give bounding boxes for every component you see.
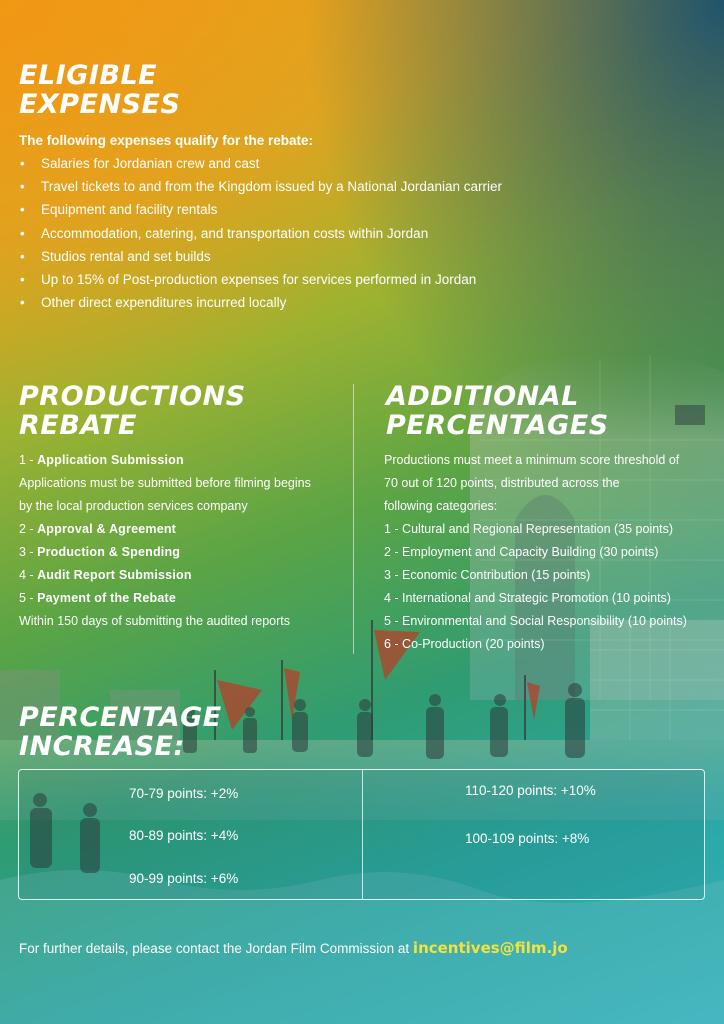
step-number: 1 - <box>19 453 38 467</box>
list-item: • Accommodation, catering, and transportation costs within Jordan <box>19 222 502 245</box>
heading-line: ADDITIONAL <box>386 381 579 412</box>
rebate-step-1 <box>19 449 349 472</box>
rebate-step-2 <box>19 518 349 541</box>
contact-footer <box>19 939 568 957</box>
list-item: • Equipment and facility rentals <box>19 198 502 221</box>
list-item: • Up to 15% of Post-production expenses for services performed in Jordan <box>19 268 502 291</box>
heading-line: PERCENTAGE <box>19 702 222 733</box>
category-item: 6 - Co-Production (20 points) <box>384 637 545 651</box>
criteria-intro: 70 out of 120 points, distributed across the <box>384 476 620 490</box>
step-title: Audit Report Submission <box>37 568 192 582</box>
step-number: 3 - <box>19 545 38 559</box>
contact-email-link[interactable]: incentives@film.jo <box>412 939 568 957</box>
rebate-step-3 <box>19 541 349 564</box>
eligible-lead-text: The following expenses qualify for the rebate: <box>19 133 314 148</box>
heading-line: PRODUCTIONS <box>19 381 246 412</box>
step-title: Application Submission <box>37 453 184 467</box>
criteria-intro: following categories: <box>384 499 498 513</box>
list-item: • Travel tickets to and from the Kingdom issued by a National Jordanian carrier <box>19 175 502 198</box>
productions-rebate-heading <box>19 382 246 440</box>
step-title: Approval & Agreement <box>37 522 177 536</box>
step-description: Applications must be submitted before filming begins <box>19 476 311 490</box>
step-description: Within 150 days of submitting the audited reports <box>19 614 290 628</box>
heading-line: INCREASE: <box>19 731 185 762</box>
category-item: 4 - International and Strategic Promotion (10 points) <box>384 591 671 605</box>
category-item: 3 - Economic Contribution (15 points) <box>384 568 591 582</box>
tier-item: 80-89 points: +4% <box>129 828 239 843</box>
heading-line: REBATE <box>19 410 137 441</box>
step-number: 5 - <box>19 591 38 605</box>
step-description: by the local production services company <box>19 499 248 513</box>
category-item: 2 - Employment and Capacity Building (30 points) <box>384 545 659 559</box>
list-item: • Other direct expenditures incurred locally <box>19 291 502 314</box>
rebate-steps <box>19 449 349 633</box>
percentage-increase-heading <box>19 703 222 761</box>
percentage-tiers-box <box>18 769 705 900</box>
rebate-step-4 <box>19 564 349 587</box>
step-number: 4 - <box>19 568 38 582</box>
tier-item: 70-79 points: +2% <box>129 786 239 801</box>
rebate-step-5 <box>19 587 349 610</box>
step-number: 2 - <box>19 522 38 536</box>
additional-criteria <box>384 449 714 656</box>
heading-line: PERCENTAGES <box>386 410 609 441</box>
criteria-intro: Productions must meet a minimum score threshold of <box>384 453 680 467</box>
list-item: • Studios rental and set builds <box>19 245 502 268</box>
step-title: Payment of the Rebate <box>37 591 177 605</box>
eligible-expenses-list <box>19 152 502 314</box>
heading-line: EXPENSES <box>19 89 181 120</box>
step-title: Production & Spending <box>37 545 181 559</box>
eligible-expenses-heading <box>19 61 180 119</box>
category-item: 5 - Environmental and Social Responsibility (10 points) <box>384 614 687 628</box>
tier-item: 100-109 points: +8% <box>465 831 590 846</box>
additional-percentages-heading <box>386 382 609 440</box>
footer-text: For further details, please contact the Jordan Film Commission at <box>19 941 413 956</box>
heading-line: ELIGIBLE <box>19 60 158 91</box>
list-item: • Salaries for Jordanian crew and cast <box>19 152 502 175</box>
tier-item: 90-99 points: +6% <box>129 871 239 886</box>
category-item: 1 - Cultural and Regional Representation (35 points) <box>384 522 674 536</box>
tiers-divider <box>362 770 363 899</box>
column-divider <box>353 384 354 654</box>
tier-item: 110-120 points: +10% <box>465 783 596 798</box>
